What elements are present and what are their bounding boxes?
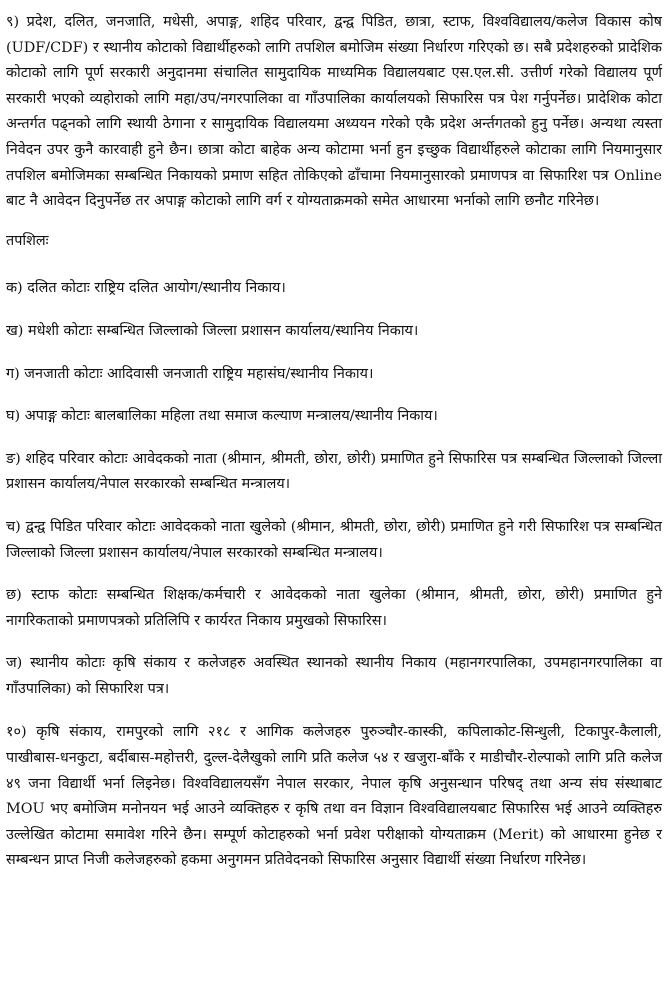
quota-item-janajati: ग) जनजाती कोटाः आदिवासी जनजाती राष्ट्रिय महासंघ/स्थानीय निकाय। bbox=[6, 365, 374, 382]
quota-item-sthaniya: ज) स्थानीय कोटाः कृषि संकाय र कलेजहरु अवस्थित स्थानको स्थानीय निकाय (महानगरपालिका, उपमहानगरपालिका वा गाँउपालिका) को सिफारिश पत्र। bbox=[6, 655, 662, 697]
quota-item-apanga: घ) अपाङ्ग कोटाः बालबालिका महिला तथा समाज कल्याण मन्त्रालय/स्थानीय निकाय। bbox=[6, 408, 438, 425]
quota-item-shahid: ङ) शहिद परिवार कोटाः आवेदकको नाता (श्रीमान, श्रीमती, छोरा, छोरी) प्रमाणित हुने सिफारिस पत्र सम्बन्धित जिल्लाको जिल्ला प्रशासन कार्यालय/नेपाल सरकारको सम्बन्धित मन्त्रालय। bbox=[6, 450, 662, 493]
tapsil-heading: तपशिलः bbox=[6, 232, 49, 249]
quota-item-staff: छ) स्टाफ कोटाः सम्बन्धित शिक्षक/कर्मचारी र आवेदकको नाता खुलेका (श्रीमान, श्रीमती, छोरा, छोरी) प्रमाणित हुने नागरिकताको प्रमाणपत्रको प्रतिलिपि र कार्यरत निकाय प्रमुखको सिफारिस। bbox=[6, 587, 662, 629]
quota-item-dalit: क) दलित कोटाः राष्ट्रिय दलित आयोग/स्थानीय निकाय। bbox=[6, 280, 286, 297]
quota-item-dwandwa: च) द्वन्द्व पिडित परिवार कोटाः आवेदकको नाता खुलेको (श्रीमान, श्रीमती, छोरा, छोरी) प्रमाणित हुने गरी सिफारिश पत्र सम्बन्धित जिल्लाको जिल्ला प्रशासन कार्यालय/नेपाल सरकारको सम्बन्धित मन्त्रालय। bbox=[6, 518, 662, 561]
paragraph-10: १०) कृषि संकाय, रामपुरको लागि २१८ र आगिक कलेजहरु पुरुञ्चौर-कास्की, कपिलाकोट-सिन्धुली, टिकापुर-कैलाली, पाखीबास-धनकुटा, बर्दीबास-महोत्तरी, दुल्ल-देलैखुको लागि प्रति कलेज ५४ र खजुरा-बाँके र माडीचौर-रोल्पाको लागि प्रति कलेज ४९ जना विद्यार्थी भर्ना लिइनेछ। विश्वविद्यालयसँग नेपाल सरकार, नेपाल कृषि अनुसन्धान परिषद् तथा अन्य संघ संस्थाबाट MOU भए बमोजिम मनोनयन भई आउने व्यक्तिहरु र कृषि तथा वन विज्ञान विश्वविद्यालयबाट सिफारिस भई आउने व्यक्तिहरु उल्लेखित कोटामा समावेश गरिने छैन। सम्पूर्ण कोटाहरुको भर्ना प्रवेश परीक्षाको योग्यताक्रम (Merit) को आधारमा हुनेछ र सम्बन्धन प्राप्त निजी कलेजहरुको हकमा अनुगमन प्रतिवेदनको सिफारिस अनुसार विद्यार्थी संख्या निर्धारण गरिनेछ। bbox=[6, 724, 662, 869]
quota-item-madheshi: ख) मधेशी कोटाः सम्बन्धित जिल्लाको जिल्ला प्रशासन कार्यालय/स्थानिय निकाय। bbox=[6, 322, 419, 339]
paragraph-9: ९) प्रदेश, दलित, जनजाति, मधेसी, अपाङ्ग, शहिद परिवार, द्वन्द्व पिडित, छात्रा, स्टाफ, विश्वविद्यालय/कलेज विकास कोष (UDF/CDF) र स्थानीय कोटाको विद्यार्थीहरुको लागि तपशिल बमोजिम संख्या निर्धारण गरिएको छ। सबै प्रदेशहरुको प्रादेशिक कोटाको लागि पूर्ण सरकारी अनुदानमा संचालित सामुदायिक माध्यमिक विद्यालयबाट एस.एल.सी. उत्तीर्ण गरेको विद्यालय पूर्ण सरकारी भएको व्यहोराको लागि महा/उप/नगरपालिका वा गाँउपालिका कार्यालयको सिफारिस पत्र पेश गर्नुपर्नेछ। प्रादेशिक कोटा अन्तर्गत पढ्नको लागि स्थायी ठेगाना र सामुदायिक विद्यालयमा अध्ययन गरेको एकै प्रदेश अर्न्तगतको हुनु पर्नेछ। अन्यथा त्यस्ता निवेदन उपर कुनै कारवाही हुने छैन। छात्रा कोटा बाहेक अन्य कोटामा भर्ना हुन इच्छुक विद्यार्थीहरुले कोटाका लागि नियमानुसार तपशिल बमोजिमका सम्बन्धित निकायको प्रमाण सहित तोकिएको ढाँचामा नियमानुसारको प्रमाणपत्र वा सिफारिश पत्र Online बाट नै आवेदन दिनुपर्नेछ तर अपाङ्ग कोटाको लागि वर्ग र योग्यताक्रमको समेत आधारमा भर्नाको लागि छनौट गरिनेछ। bbox=[6, 14, 662, 210]
